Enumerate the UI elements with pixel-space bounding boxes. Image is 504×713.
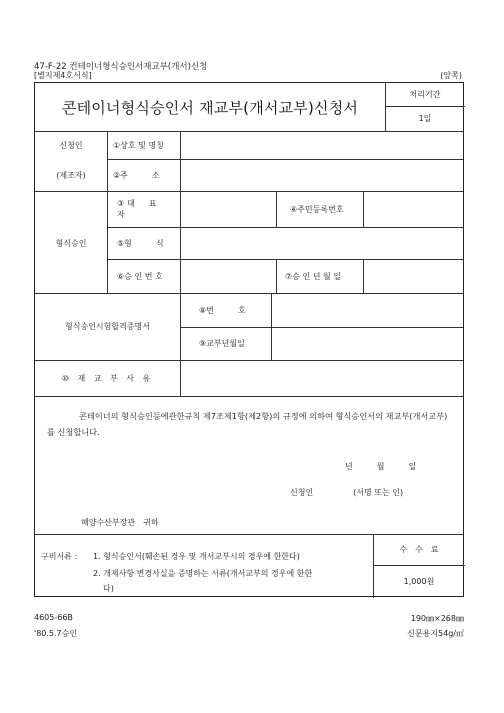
reissue-reason-label: ⑩ 재 교 부 사 유 — [61, 373, 154, 383]
required-doc-2: 2. 개제사항 변경사실을 증명하는 서류(개서교부의 경우에 한한 — [93, 569, 313, 578]
application-statement: 콘테이너의 형식승인등에관한규칙 제7조제1항(제2항)의 규정에 의하여 형식승인서의 재교부(개서교부)를 신청합니다. — [47, 411, 448, 437]
required-doc-2-cont: 다) — [103, 584, 114, 593]
approval-no-field[interactable] — [180, 259, 276, 293]
paper-type: 신문용지54g/㎡ — [407, 629, 464, 638]
application-form — [34, 82, 464, 597]
address-label: ②주 소 — [113, 170, 160, 180]
annex-label: [별지제4호서식] — [34, 71, 92, 80]
approval-no-label: ⑥승 인 번 호 — [117, 271, 163, 281]
fee-value: 1,000원 — [403, 577, 435, 586]
processing-period-value: 1일 — [418, 114, 432, 123]
processing-period-label: 처리기간 — [409, 90, 441, 99]
paper-size: 190㎜×268㎜ — [410, 614, 464, 623]
application-date-line: 년 월 일 — [345, 462, 417, 471]
form-title: 콘테이너형식승인서 재교부(개서교부)신청서 — [61, 98, 359, 117]
trade-name-label: ①상호 및 명칭 — [113, 140, 164, 150]
manufacturer-label: (제조자) — [56, 170, 86, 180]
form-number: 4605-66B — [34, 613, 73, 622]
form-code: 47-F-22 컨테이너형식승인서재교부(개서)신청 — [34, 62, 208, 72]
representative-field[interactable] — [180, 191, 276, 227]
reissue-reason-field[interactable] — [180, 360, 463, 396]
approval-date-label: ⑦승 인 년 월 일 — [285, 271, 341, 281]
representative-label: ③대 표 자 — [117, 199, 171, 219]
addressee: 해양수산부장관 귀하 — [81, 518, 159, 527]
certificate-label: 형식승인시험합격증명서 — [64, 322, 150, 331]
address-field[interactable] — [180, 159, 463, 191]
fee-label: 수 수 료 — [399, 545, 439, 554]
resident-no-label: ④주민등록번호 — [290, 204, 344, 214]
type-label: ⑤형 식 — [117, 238, 164, 248]
cert-issue-date-label: ⑨교부년월일 — [199, 339, 245, 348]
approval-date-field[interactable] — [363, 259, 463, 293]
front-side-label: (앞쪽) — [440, 71, 462, 80]
applicant-signature-line: 신청인 (서명 또는 인) — [290, 488, 404, 497]
required-doc-1: 1. 형식승인서(훼손된 경우 및 개서교부시의 경우에 한한다) — [93, 552, 300, 561]
type-field[interactable] — [180, 227, 463, 259]
resident-no-field[interactable] — [363, 191, 463, 227]
approval-date-note: '80.5.7승인 — [34, 629, 78, 638]
required-docs-label: 구비서류 : — [41, 552, 78, 561]
trade-name-field[interactable] — [180, 131, 463, 159]
cert-no-label: ⑧번 호 — [199, 305, 246, 315]
cert-issue-date-field[interactable] — [271, 327, 463, 360]
cert-no-field[interactable] — [271, 293, 463, 327]
applicant-label: 신청인 — [59, 140, 83, 150]
type-approval-label: 형식승인 — [55, 238, 87, 248]
